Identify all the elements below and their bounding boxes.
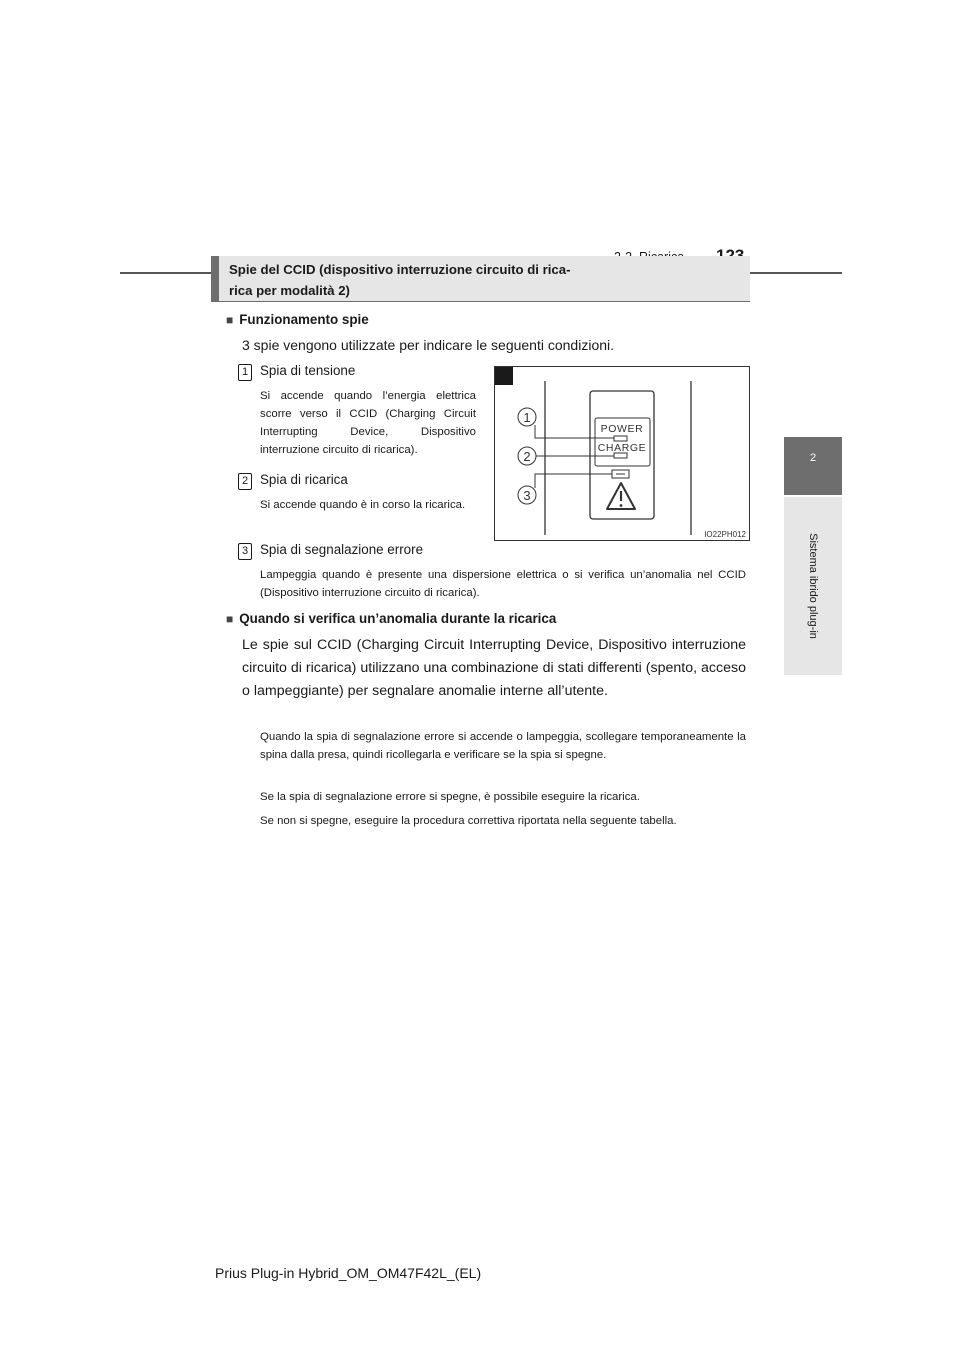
callout-badge-3: 3 bbox=[238, 543, 252, 560]
section1-heading-row bbox=[226, 312, 369, 327]
chapter-tab bbox=[784, 437, 842, 495]
diagram-callout-1: 1 bbox=[523, 410, 531, 425]
footer-doc-id: Prius Plug-in Hybrid_OM_OM47F42L_(EL) bbox=[215, 1265, 482, 1281]
note-1: Quando la spia di segnalazione errore si accende o lampeggia, scollegare temporaneamente la spina dalla presa, quindi ricollegarla e verificare se la spia si spegne. bbox=[260, 731, 746, 761]
section1-intro: 3 spie vengono utilizzate per indicare le seguenti condizioni. bbox=[242, 337, 615, 353]
item1-desc: Si accende quando l’energia elettrica scorre verso il CCID (Charging Circuit Interrupting Device, Dispositivo interruzione circuito di ricarica). bbox=[260, 390, 476, 456]
chapter-number: 2 bbox=[809, 452, 817, 464]
title-line-2: rica per modalità 2) bbox=[229, 283, 350, 298]
ccid-illustration bbox=[495, 367, 749, 540]
ccid-diagram bbox=[494, 366, 750, 541]
item3-desc: Lampeggia quando è presente una dispersione elettrica o si verifica un’anomalia nel CCID (Dispositivo interruzione circuito di ricarica). bbox=[260, 569, 746, 599]
square-bullet-icon: ■ bbox=[226, 313, 234, 327]
item2-title: Spia di ricarica bbox=[260, 472, 348, 487]
title-box bbox=[211, 256, 750, 302]
note-3: Se non si spegne, eseguire la procedura correttiva riportata nella seguente tabella. bbox=[260, 815, 677, 827]
diagram-callout-2: 2 bbox=[523, 449, 531, 464]
section2-heading-row bbox=[226, 611, 556, 626]
chapter-label: Sistema ibrido plug-in bbox=[807, 533, 819, 639]
square-bullet-icon: ■ bbox=[226, 612, 234, 626]
section1-heading: Funzionamento spie bbox=[239, 312, 369, 327]
diagram-code: IO22PH012 bbox=[704, 530, 746, 539]
diagram-callout-3: 3 bbox=[523, 488, 531, 503]
item1-title: Spia di tensione bbox=[260, 363, 356, 378]
item3-title: Spia di segnalazione errore bbox=[260, 542, 424, 557]
section2-body: Le spie sul CCID (Charging Circuit Interrupting Device, Dispositivo interruzione circuito di ricarica) utilizzano una combinazione di stati differenti (spento, acceso o lampeggiante) per segnalare anomalie interne all’utente. bbox=[242, 637, 746, 699]
note-2: Se la spia di segnalazione errore si spegne, è possibile eseguire la ricarica. bbox=[260, 791, 640, 803]
callout-badge-1: 1 bbox=[238, 364, 252, 381]
power-label: POWER bbox=[600, 423, 644, 435]
item2-desc: Si accende quando è in corso la ricarica. bbox=[260, 499, 466, 511]
title-line-1: Spie del CCID (dispositivo interruzione circuito di rica- bbox=[229, 262, 571, 277]
callout-badge-2: 2 bbox=[238, 473, 252, 490]
charge-label: CHARGE bbox=[597, 442, 647, 454]
section2-heading: Quando si verifica un’anomalia durante la ricarica bbox=[239, 611, 557, 626]
